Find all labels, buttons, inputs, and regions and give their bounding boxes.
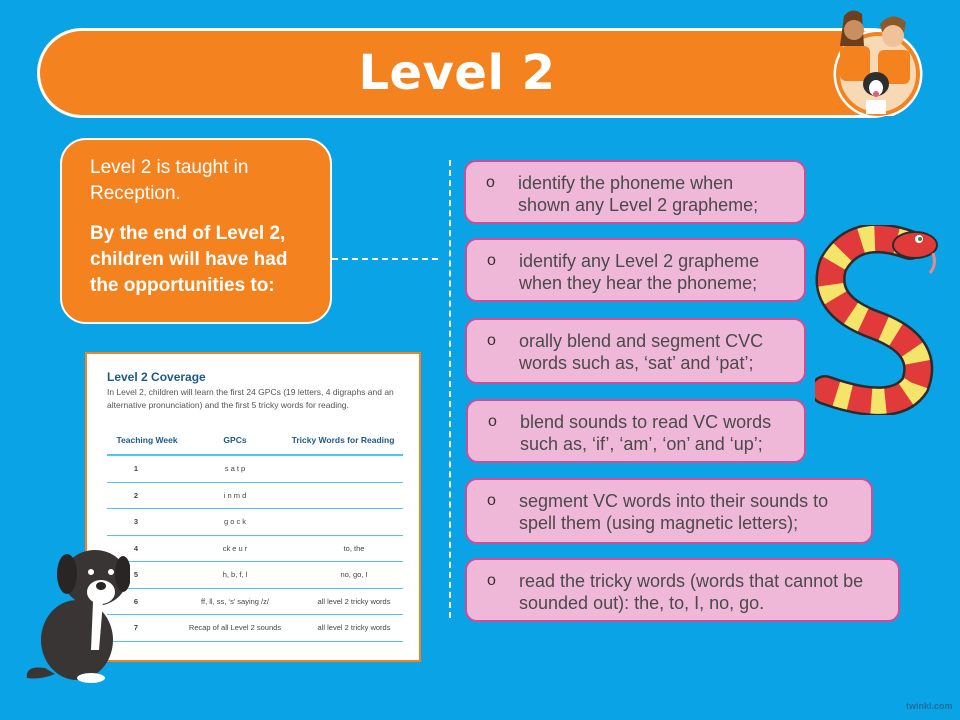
intro-bold-text: By the end of Level 2, [90, 223, 286, 244]
coverage-document [85, 352, 421, 662]
intro-bold-text: children will have had [90, 249, 288, 270]
dog-icon [15, 540, 130, 685]
objective-item [465, 318, 806, 384]
objective-text: shown any Level 2 grapheme; [518, 195, 759, 215]
objective-text: blend sounds to read VC words [520, 412, 772, 432]
table-cell: all level 2 tricky words [317, 596, 391, 606]
objective-text: identify the phoneme when [518, 173, 734, 193]
table-cell: 5 [133, 570, 139, 580]
table-row [107, 509, 403, 536]
table-cell: Recap of all Level 2 sounds [188, 623, 282, 633]
table-cell: 7 [133, 623, 139, 633]
table-cell: 3 [133, 517, 139, 527]
coverage-title: Level 2 Coverage [107, 370, 206, 384]
table-row [107, 615, 403, 642]
intro-text: Level 2 is taught in [90, 157, 249, 178]
objective-text: orally blend and segment CVC [519, 331, 764, 351]
table-row [107, 536, 403, 563]
table-cell: 1 [133, 464, 139, 474]
table-cell: ff, ll, ss, ‘s’ saying /z/ [201, 596, 269, 606]
watermark: twinkl.com [906, 701, 953, 711]
title-banner [37, 28, 917, 118]
table-header [107, 426, 403, 456]
table-cell: no, go, I [340, 570, 368, 580]
connector-line [332, 258, 438, 260]
table-cell: all level 2 tricky words [317, 623, 391, 633]
bullet-icon: o [488, 413, 497, 430]
bullet-icon: o [486, 174, 495, 191]
bullet-icon: o [487, 572, 496, 589]
objective-item [464, 160, 806, 224]
coverage-description: In Level 2, children will learn the first 24 GPCs (19 letters, 4 digraphs and an alternative pronunciation) and the first 5 tricky words for reading. [107, 387, 394, 410]
objective-item [465, 558, 900, 622]
bullet-icon: o [487, 332, 496, 349]
table-cell: 4 [133, 543, 139, 553]
table-cell: 2 [133, 490, 139, 500]
intro-bold-text: the opportunities to: [90, 275, 275, 296]
intro-text: Reception. [90, 183, 181, 204]
page-title: Level 2 [358, 45, 556, 101]
bullet-icon: o [487, 252, 496, 269]
objective-text: sounded out): the, to, I, no, go. [519, 593, 765, 613]
objective-item [465, 478, 873, 544]
column-header: Teaching Week [116, 435, 178, 445]
objective-text: such as, ‘if’, ‘am’, ‘on’ and ‘up’; [520, 434, 763, 454]
table-cell: g o c k [223, 517, 247, 527]
table-row [107, 456, 403, 483]
connector-line [449, 160, 451, 618]
table-row [107, 589, 403, 616]
intro-box [60, 138, 332, 324]
table-cell: s a t p [224, 464, 246, 474]
table-row [107, 483, 403, 510]
table-cell: to, the [343, 543, 365, 553]
snake-icon [815, 225, 945, 415]
column-header: GPCs [223, 435, 247, 445]
objective-text: read the tricky words (words that cannot be [519, 571, 864, 591]
table-cell: h, b, f, l [222, 570, 248, 580]
objective-text: segment VC words into their sounds to [519, 491, 829, 511]
bullet-icon: o [487, 492, 496, 509]
table-row [107, 562, 403, 589]
coverage-table [107, 426, 403, 642]
objective-text: words such as, ‘sat’ and ‘pat’; [519, 353, 754, 373]
objective-item [466, 399, 806, 463]
objective-text: when they hear the phoneme; [519, 273, 758, 293]
table-cell: ck e u r [222, 543, 248, 553]
children-and-dog-icon [830, 6, 926, 116]
objective-text: identify any Level 2 grapheme [519, 251, 760, 271]
table-cell: i n m d [223, 490, 247, 500]
objective-item [465, 238, 806, 302]
table-cell: 6 [133, 596, 139, 606]
column-header: Tricky Words for Reading [291, 435, 395, 445]
objective-text: spell them (using magnetic letters); [519, 513, 799, 533]
